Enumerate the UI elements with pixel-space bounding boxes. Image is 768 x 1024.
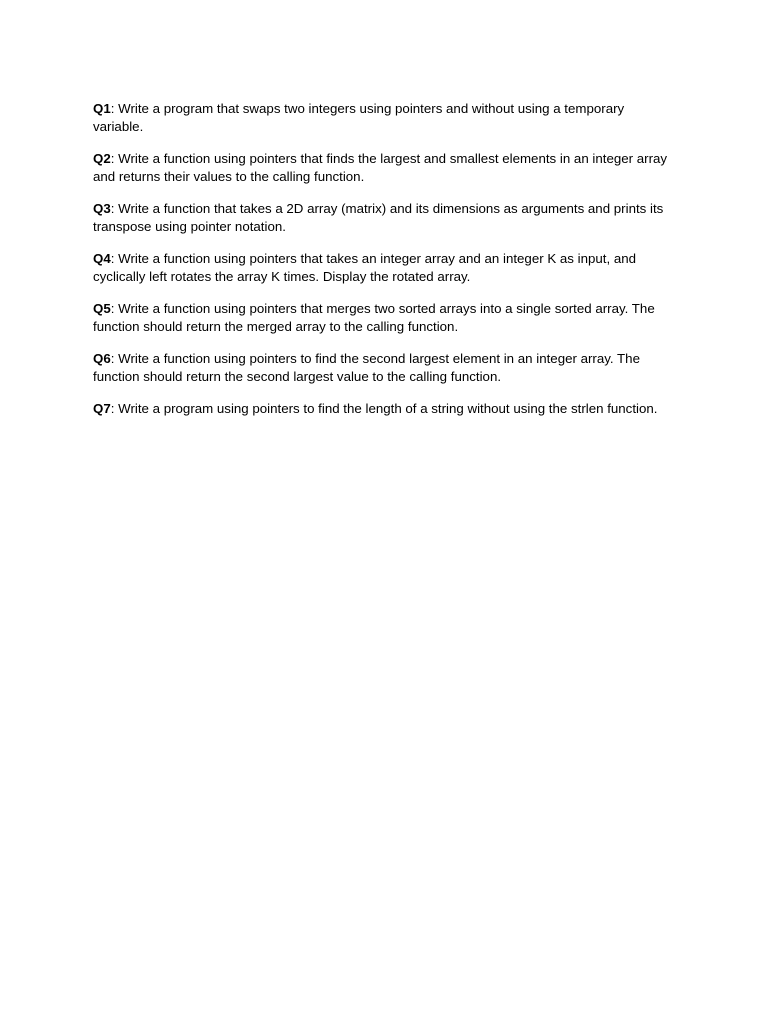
question-text: : Write a function using pointers to find the second largest element in an integer array. The function should return the second largest value to the calling function.	[93, 351, 640, 384]
question-number: Q7	[93, 401, 111, 416]
question-item	[93, 150, 678, 186]
question-number: Q5	[93, 301, 111, 316]
question-text: : Write a function using pointers that finds the largest and smallest elements in an integer array and returns their values to the calling function.	[93, 151, 668, 184]
question-item	[93, 100, 678, 136]
question-text: : Write a program that swaps two integers using pointers and without using a temporary variable.	[93, 101, 625, 134]
question-text: : Write a program using pointers to find the length of a string without using the strlen function.	[110, 401, 658, 416]
question-number: Q4	[93, 251, 111, 266]
question-item	[93, 250, 678, 286]
question-number: Q3	[93, 201, 111, 216]
question-number: Q6	[93, 351, 111, 366]
question-text: : Write a function using pointers that takes an integer array and an integer K as input, and cyclically left rotates the array K times. Display the rotated array.	[93, 251, 637, 284]
question-list	[93, 100, 678, 432]
question-item	[93, 400, 678, 418]
question-number: Q2	[93, 151, 111, 166]
question-item	[93, 200, 678, 236]
question-text: : Write a function that takes a 2D array (matrix) and its dimensions as arguments and prints its transpose using pointer notation.	[93, 201, 664, 234]
question-item	[93, 300, 678, 336]
question-number: Q1	[93, 101, 111, 116]
question-item	[93, 350, 678, 386]
question-text: : Write a function using pointers that merges two sorted arrays into a single sorted array. The function should return the merged array to the calling function.	[93, 301, 655, 334]
